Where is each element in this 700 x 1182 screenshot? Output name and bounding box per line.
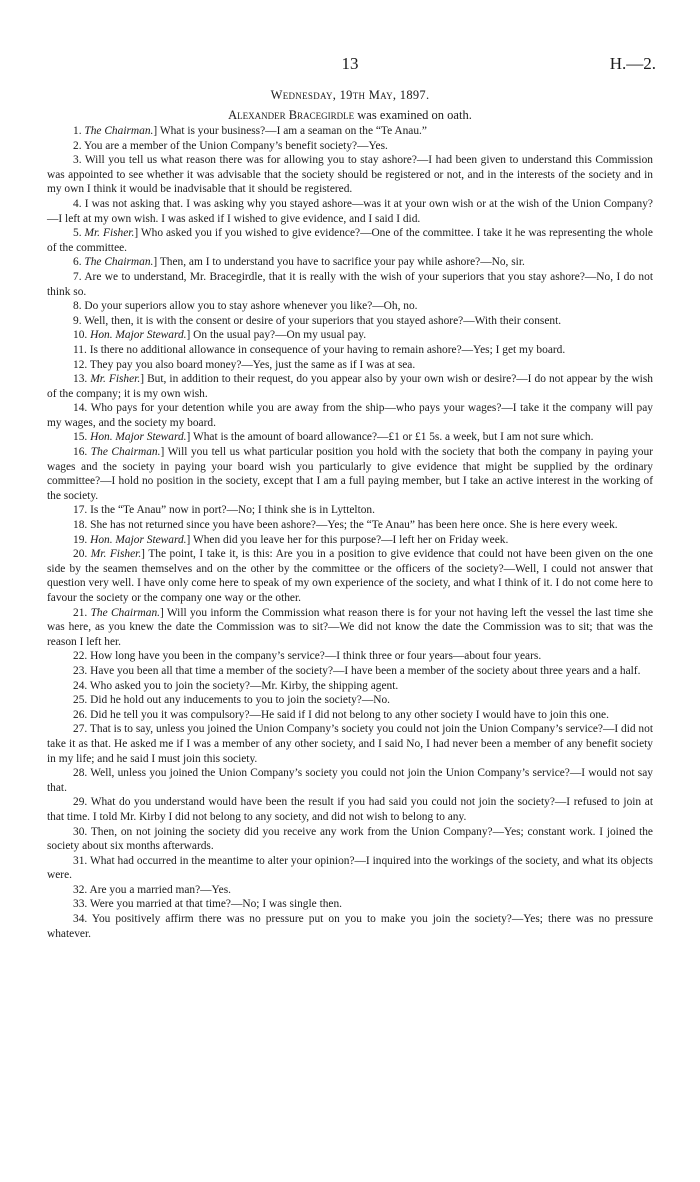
testimony-text: Then, on not joining the society did you receive any work from the Union Company?—Yes; constant work. I joined the society about six months afterwards. bbox=[47, 825, 653, 853]
date-heading: Wednesday, 19th May, 1897. bbox=[270, 88, 430, 102]
testimony-text: Did he hold out any inducements to you to join the society?—No. bbox=[90, 694, 391, 707]
question-number: 8. bbox=[73, 300, 82, 313]
testimony-paragraph bbox=[47, 766, 653, 795]
testimony-text: Then, am I to understand you have to sacrifice your pay while ashore?—No, sir. bbox=[159, 256, 525, 269]
testimony-text: Are you a married man?—Yes. bbox=[89, 883, 231, 896]
testimony-paragraph bbox=[47, 883, 653, 898]
question-number: 2. bbox=[73, 139, 82, 152]
question-number: 9. bbox=[73, 314, 82, 327]
testimony-paragraph bbox=[47, 912, 653, 941]
question-number: 16. bbox=[73, 446, 88, 459]
testimony-paragraph bbox=[47, 722, 653, 766]
testimony-text: I was not asking that. I was asking why you stayed ashore—was it at your own wish or at the wish of the Union Company?—I left at my own wish. I was asked if I wished to give evidence, and I said I did. bbox=[47, 197, 653, 225]
witness-phrase: was examined on oath. bbox=[354, 108, 472, 122]
speaker-name: Hon. Major Steward. bbox=[90, 431, 187, 444]
document-reference: H.—2. bbox=[609, 54, 656, 73]
question-number: 10. bbox=[73, 329, 88, 342]
testimony-paragraph: 13. Mr. Fisher.] But, in addition to their request, do you appear also by your own wish or desire?—I do not appear by the wish of the company; it is my own wish. bbox=[47, 373, 653, 400]
question-number: 12. bbox=[73, 358, 88, 371]
question-number: 3. bbox=[73, 154, 82, 167]
testimony-text: You positively affirm there was no pressure put on you to make you join the society?—Yes; there was no pressure whatever. bbox=[47, 913, 653, 940]
testimony-text: Who asked you if you wished to give evidence?—One of the committee. I take it he was representing the whole of the committee. bbox=[47, 227, 653, 254]
testimony-text: The point, I take it, is this: Are you in a position to give evidence that could not have been given on the one side by the seamen themselves and on the other by the committee or the officers of the society?—Well, I could not answer that question very well. I have only come here to speak of my own experience of the society, and what I think of it. I do not come here to favour the society or the company one way or the other. bbox=[47, 548, 653, 604]
testimony-paragraph: 6. The Chairman.] Then, am I to understand you have to sacrifice your pay while ashore?—No, sir. bbox=[73, 256, 525, 269]
speaker-name: Mr. Fisher. bbox=[90, 548, 142, 561]
testimony-text: Did he tell you it was compulsory?—He said if I did not belong to any other society I would have to join this one. bbox=[90, 708, 609, 721]
question-number: 18. bbox=[73, 519, 88, 532]
testimony-paragraph bbox=[47, 693, 653, 708]
question-number: 34. bbox=[73, 913, 88, 926]
question-number: 25. bbox=[73, 694, 88, 707]
speaker-name: Mr. Fisher. bbox=[90, 373, 141, 386]
testimony-text: But, in addition to their request, do you appear also by your own wish or desire?—I do not appear by the wish of the company; it is my own wish. bbox=[47, 373, 653, 400]
question-number: 29. bbox=[73, 796, 88, 809]
question-number: 5. bbox=[73, 227, 82, 240]
testimony-paragraph bbox=[47, 679, 653, 694]
testimony-paragraph: 19. Hon. Major Steward.] When did you leave her for this purpose?—I left her on Friday week. bbox=[73, 533, 509, 546]
testimony-text: Were you married at that time?—No; I was single then. bbox=[89, 898, 343, 911]
speaker-name: Hon. Major Steward. bbox=[90, 533, 187, 546]
testimony-text: What do you understand would have been the result if you had said you could not join the society?—I refused to join at that time. I told Mr. Kirby I did not belong to any society, and did not wish to belong to any. bbox=[47, 796, 653, 823]
question-number: 30. bbox=[73, 825, 88, 838]
question-number: 11. bbox=[73, 343, 87, 356]
question-number: 24. bbox=[73, 679, 88, 692]
question-number: 19. bbox=[73, 533, 88, 546]
question-number: 1. bbox=[73, 125, 82, 137]
witness-name: Alexander Bracegirdle bbox=[228, 108, 355, 122]
question-number: 14. bbox=[73, 402, 88, 415]
question-number: 7. bbox=[73, 270, 82, 283]
transcript-body bbox=[47, 124, 653, 941]
question-number: 26. bbox=[73, 708, 88, 721]
testimony-text: Well, unless you joined the Union Company’s society you could not join the Union Company’s service?—I would not say that. bbox=[47, 767, 653, 794]
testimony-paragraph bbox=[47, 708, 653, 723]
testimony-text: Well, then, it is with the consent or desire of your superiors that you stayed ashore?—With their consent. bbox=[84, 314, 562, 327]
testimony-text: Will you tell us what reason there was for allowing you to stay ashore?—I had been given to understand this Commission was appointed to see whether it was advisable that the society should be registered or not, and in the interests of the society and in my own I think it would be inadvisable that it should be registered. bbox=[47, 154, 653, 196]
testimony-paragraph bbox=[47, 518, 653, 533]
testimony-text: What had occurred in the meantime to alter your opinion?—I inquired into the workings of the society, and what its objects were. bbox=[47, 854, 653, 882]
question-number: 32. bbox=[73, 883, 88, 896]
testimony-text: Will you tell us what particular position you hold with the society that both the company in paying your wages and the society in paying your board wish you particularly to give evidence that might be supplied by the ordinary committee?—I hold no position in the society, except that I am a full paying member, but I take an active interest in the working of the society. bbox=[47, 446, 653, 502]
testimony-paragraph bbox=[47, 664, 653, 679]
question-number: 13. bbox=[73, 373, 88, 386]
testimony-text: Who pays for your detention while you are away from the ship—who pays your wages?—I take it the company will pay my wages, and the society my board. bbox=[47, 402, 653, 429]
testimony-paragraph bbox=[47, 153, 653, 197]
testimony-text: That is to say, unless you joined the Union Company’s society you could not join the Union Company’s service?—I did not take it as that. He asked me if I was a member of any other society, and I said No, I had never been a member of any benefit society in my life; and he said I must join this society. bbox=[47, 723, 653, 765]
question-number: 27. bbox=[73, 723, 88, 736]
testimony-text: Will you inform the Commission what reason there is for your not having left the vessel the last time she was here, as you knew the date the Commission was to sit?—We did not know the date the Commission was to sit; that was the reason I left her. bbox=[47, 606, 653, 648]
testimony-paragraph: 20. Mr. Fisher.] The point, I take it, is this: Are you in a position to give evidence that could not have been given on the one side by the seamen themselves and on the other by the committee or the officers of the society?—Well, I could not answer that question very well. I have only come here to speak of my own experience of the society, and what I think of it. I do not come here to favour the society or the company one way or the other. bbox=[47, 548, 653, 604]
testimony-paragraph: 21. The Chairman.] Will you inform the Commission what reason there is for your not having left the vessel the last time she was here, as you knew the date the Commission was to sit?—We did not know the date the Commission was to sit; that was the reason I left her. bbox=[47, 606, 653, 648]
testimony-paragraph bbox=[47, 314, 653, 329]
testimony-paragraph bbox=[47, 854, 653, 883]
speaker-name: The Chairman. bbox=[90, 606, 160, 619]
testimony-paragraph: 5. Mr. Fisher.] Who asked you if you wished to give evidence?—One of the committee. I take it he was representing the whole of the committee. bbox=[47, 227, 653, 254]
speaker-name: Hon. Major Steward. bbox=[90, 329, 187, 342]
testimony-paragraph bbox=[47, 270, 653, 299]
testimony-text: Is the “Te Anau” now in port?—No; I think she is in Lyttelton. bbox=[90, 504, 375, 517]
testimony-paragraph bbox=[47, 503, 653, 518]
testimony-text: They pay you also board money?—Yes, just the same as if I was at sea. bbox=[89, 358, 416, 371]
testimony-paragraph: 1. The Chairman.] What is your business?—I am a seaman on the “Te Anau.” bbox=[73, 125, 427, 137]
testimony-paragraph bbox=[47, 139, 653, 154]
witness-line bbox=[0, 108, 700, 123]
testimony-text: Do your superiors allow you to stay ashore whenever you like?—Oh, no. bbox=[84, 300, 418, 313]
question-number: 21. bbox=[73, 606, 88, 619]
testimony-text: When did you leave her for this purpose?—I left her on Friday week. bbox=[192, 533, 509, 546]
testimony-paragraph bbox=[47, 795, 653, 824]
question-number: 17. bbox=[73, 504, 88, 517]
question-number: 23. bbox=[73, 664, 88, 677]
testimony-paragraph bbox=[47, 299, 653, 314]
testimony-paragraph bbox=[47, 358, 653, 373]
question-number: 4. bbox=[73, 197, 82, 210]
testimony-paragraph bbox=[47, 401, 653, 430]
testimony-text: On the usual pay?—On my usual pay. bbox=[193, 329, 367, 342]
testimony-paragraph bbox=[47, 343, 653, 358]
testimony-text: What is the amount of board allowance?—£1 or £1 5s. a week, but I am not sure which. bbox=[192, 431, 594, 444]
question-number: 31. bbox=[73, 854, 88, 867]
question-number: 20. bbox=[73, 548, 88, 561]
page-number: 13 bbox=[341, 54, 359, 73]
testimony-paragraph bbox=[47, 897, 653, 912]
question-number: 33. bbox=[73, 898, 88, 911]
speaker-name: The Chairman. bbox=[84, 256, 154, 269]
testimony-paragraph: 16. The Chairman.] Will you tell us what particular position you hold with the society that both the company in paying your wages and the society in paying your board wish you particularly to give evidence that might be supplied by the ordinary committee?—I hold no position in the society, except that I am a full paying member, but I take an active interest in the working of the society. bbox=[47, 446, 653, 502]
testimony-paragraph: 10. Hon. Major Steward.] On the usual pay?—On my usual pay. bbox=[73, 329, 367, 342]
testimony-text: She has not returned since you have been ashore?—Yes; the “Te Anau” has been here once. She is here every week. bbox=[90, 519, 618, 532]
testimony-paragraph: 15. Hon. Major Steward.] What is the amount of board allowance?—£1 or £1 5s. a week, but I am not sure which. bbox=[73, 431, 594, 444]
testimony-text: You are a member of the Union Company’s benefit society?—Yes. bbox=[83, 139, 388, 152]
testimony-paragraph bbox=[47, 649, 653, 664]
testimony-paragraph bbox=[47, 825, 653, 854]
speaker-name: The Chairman. bbox=[84, 125, 154, 137]
speaker-name: Mr. Fisher. bbox=[84, 227, 135, 240]
speaker-name: The Chairman. bbox=[90, 446, 161, 459]
question-number: 15. bbox=[73, 431, 88, 444]
testimony-text: Are we to understand, Mr. Bracegirdle, that it is really with the wish of your superiors that you stay ashore?—No, I do not think so. bbox=[47, 270, 653, 298]
testimony-text: How long have you been in the company’s service?—I think three or four years—about four years. bbox=[90, 650, 542, 663]
question-number: 28. bbox=[73, 767, 88, 780]
testimony-text: Have you been all that time a member of the society?—I have been a member of the society about three years and a half. bbox=[90, 664, 641, 677]
testimony-text: Who asked you to join the society?—Mr. Kirby, the shipping agent. bbox=[89, 679, 399, 692]
testimony-text: What is your business?—I am a seaman on the “Te Anau.” bbox=[159, 125, 427, 137]
question-number: 6. bbox=[73, 256, 82, 269]
testimony-text: Is there no additional allowance in consequence of your having to remain ashore?—Yes; I get my board. bbox=[89, 343, 566, 356]
testimony-paragraph bbox=[47, 197, 653, 226]
question-number: 22. bbox=[73, 650, 88, 663]
